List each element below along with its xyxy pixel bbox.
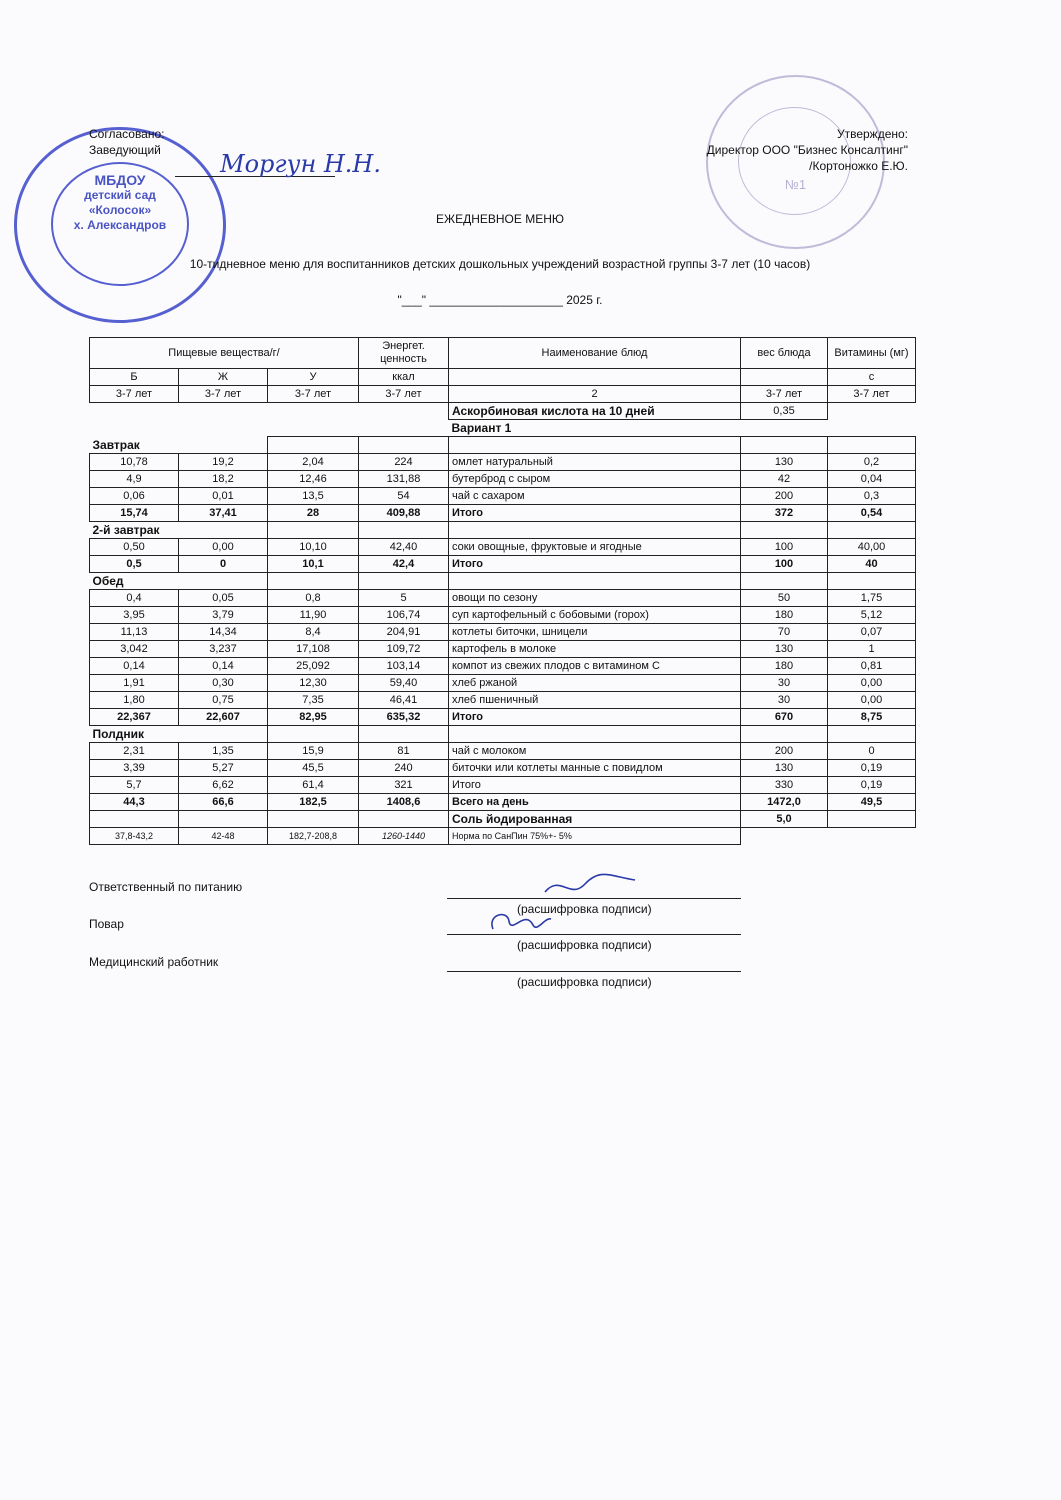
table-row [90,777,916,794]
cell-vitamin-c: 8,75 [828,709,916,726]
section-row-breakfast [90,437,916,454]
cell-fat: 37,41 [179,505,268,522]
responsible-signature [540,872,640,900]
cell-fat: 0 [179,556,268,573]
cell-dish: хлеб пшеничный [449,692,741,709]
age-zh: 3-7 лет [179,386,268,403]
cell-protein: 0,14 [90,658,179,675]
age-u: 3-7 лет [268,386,359,403]
cell-weight: 1472,0 [741,794,828,811]
breakfast2-total-row [90,556,916,573]
salt-value: 5,0 [741,811,828,828]
section-row-snack [90,726,916,743]
approved-right-title: Утверждено: [836,127,908,141]
ascorbic-label: Аскорбиновая кислота на 10 дней [449,403,741,420]
cell-dish: компот из свежих плодов с витамином С [449,658,741,675]
cell-kcal: 109,72 [359,641,449,658]
section-title-snack: Полдник [92,727,145,741]
approved-right-role: Директор ООО "Бизнес Консалтинг" [706,143,908,157]
cell-protein: 3,95 [90,607,179,624]
day-total-row [90,794,916,811]
sub-kcal: ккал [359,369,449,386]
cook-signature [485,905,555,941]
norm-protein: 37,8-43,2 [90,828,179,845]
cell-protein: 5,7 [90,777,179,794]
cell-fat: 0,75 [179,692,268,709]
left-signature: Моргун Н.Н. [220,150,381,178]
section-row-breakfast2 [90,522,916,539]
page-title: ЕЖЕДНЕВНОЕ МЕНЮ [435,212,564,226]
cell-protein: 3,042 [90,641,179,658]
sub-u: У [268,369,359,386]
cell-fat: 0,00 [179,539,268,556]
norm-label: Норма по СанПин 75%+- 5% [449,828,741,845]
stamp-line-1: МБДОУ [94,172,146,188]
cell-dish: Итого [449,709,741,726]
cell-weight: 100 [741,539,828,556]
cell-carbs: 2,04 [268,454,359,471]
ascorbic-value: 0,35 [741,403,828,420]
cell-carbs: 61,4 [268,777,359,794]
cell-kcal: 1408,6 [359,794,449,811]
cell-fat: 0,14 [179,658,268,675]
cell-carbs: 28 [268,505,359,522]
cell-dish: бутерброд с сыром [449,471,741,488]
cell-kcal: 106,74 [359,607,449,624]
column-number: 2 [449,386,741,403]
stamp-number: №1 [784,177,807,192]
decode-responsible: (расшифровка подписи) [517,902,652,916]
menu-table [89,337,916,845]
cell-protein: 0,50 [90,539,179,556]
cell-vitamin-c: 0,00 [828,692,916,709]
cell-kcal: 131,88 [359,471,449,488]
cell-fat: 0,01 [179,488,268,505]
lunch-total-row [90,709,916,726]
cell-protein: 10,78 [90,454,179,471]
cell-protein: 3,39 [90,760,179,777]
cell-fat: 1,35 [179,743,268,760]
cell-fat: 6,62 [179,777,268,794]
cell-dish: Итого [449,505,741,522]
cell-kcal: 42,40 [359,539,449,556]
cell-kcal: 5 [359,590,449,607]
norm-kcal: 1260-1440 [359,828,449,845]
cell-vitamin-c: 0,3 [828,488,916,505]
cell-fat: 0,05 [179,590,268,607]
cell-dish: хлеб ржаной [449,675,741,692]
cell-protein: 44,3 [90,794,179,811]
decode-medic: (расшифровка подписи) [517,975,652,989]
approved-right-signer: /Кортоножко Е.Ю. [809,159,908,173]
stamp-line-3: «Колосок» [88,203,152,217]
cell-fat: 18,2 [179,471,268,488]
cell-vitamin-c: 0,81 [828,658,916,675]
age-b: 3-7 лет [90,386,179,403]
cell-dish: суп картофельный с бобовыми (горох) [449,607,741,624]
cell-protein: 22,367 [90,709,179,726]
cell-kcal: 409,88 [359,505,449,522]
table-row [90,454,916,471]
table-row [90,607,916,624]
cell-vitamin-c: 0,19 [828,777,916,794]
cell-dish: Всего на день [449,794,741,811]
cell-fat: 14,34 [179,624,268,641]
cell-kcal: 46,41 [359,692,449,709]
cell-dish: чай с сахаром [449,488,741,505]
cell-protein: 4,9 [90,471,179,488]
cell-vitamin-c: 0 [828,743,916,760]
table-row [90,760,916,777]
cell-kcal: 204,91 [359,624,449,641]
cell-kcal: 240 [359,760,449,777]
table-row [90,743,916,760]
cell-weight: 42 [741,471,828,488]
cell-vitamin-c: 5,12 [828,607,916,624]
age-weight: 3-7 лет [741,386,828,403]
cell-vitamin-c: 0,07 [828,624,916,641]
cell-carbs: 45,5 [268,760,359,777]
cell-carbs: 25,092 [268,658,359,675]
section-row-lunch [90,573,916,590]
cell-protein: 1,91 [90,675,179,692]
norm-carbs: 182,7-208,8 [268,828,359,845]
table-row [90,471,916,488]
cell-protein: 1,80 [90,692,179,709]
cell-vitamin-c: 40,00 [828,539,916,556]
cell-carbs: 10,1 [268,556,359,573]
header-dish-name: Наименование блюд [449,338,741,369]
cell-kcal: 321 [359,777,449,794]
cell-weight: 100 [741,556,828,573]
cell-vitamin-c: 40 [828,556,916,573]
breakfast-total-row [90,505,916,522]
cell-carbs: 12,30 [268,675,359,692]
cell-dish: чай с молоком [449,743,741,760]
cell-kcal: 54 [359,488,449,505]
cell-carbs: 10,10 [268,539,359,556]
medic-line [447,971,741,972]
responsible-label: Ответственный по питанию [89,880,243,894]
table-row [90,658,916,675]
cell-weight: 200 [741,488,828,505]
cell-fat: 19,2 [179,454,268,471]
cell-carbs: 182,5 [268,794,359,811]
cell-dish: Итого [449,556,741,573]
cell-vitamin-c: 0,19 [828,760,916,777]
cell-protein: 0,5 [90,556,179,573]
page-subtitle: 10-тидневное меню для воспитанников детских дошкольных учреждений возрастной группы 3-7 лет (10 часов) [189,257,811,271]
cell-carbs: 13,5 [268,488,359,505]
cell-fat: 66,6 [179,794,268,811]
cell-carbs: 8,4 [268,624,359,641]
cell-protein: 2,31 [90,743,179,760]
age-vitamins: 3-7 лет [828,386,916,403]
section-title-breakfast2: 2-й завтрак [92,523,160,537]
cell-protein: 0,06 [90,488,179,505]
cell-weight: 670 [741,709,828,726]
cell-carbs: 15,9 [268,743,359,760]
cell-weight: 130 [741,760,828,777]
sub-c: с [828,369,916,386]
cell-protein: 15,74 [90,505,179,522]
header-nutrients: Пищевые вещества/г/ [90,338,359,369]
cell-carbs: 82,95 [268,709,359,726]
table-row [90,590,916,607]
cell-vitamin-c: 0,00 [828,675,916,692]
table-row [90,539,916,556]
cell-fat: 3,237 [179,641,268,658]
norm-fat: 42-48 [179,828,268,845]
header-vitamins: Витамины (мг) [828,338,916,369]
cell-weight: 30 [741,675,828,692]
norm-row [90,828,916,845]
cell-dish: овощи по сезону [449,590,741,607]
cell-kcal: 42,4 [359,556,449,573]
cell-fat: 3,79 [179,607,268,624]
table-row [90,692,916,709]
stamp-line-2: детский сад [84,188,156,202]
cell-carbs: 0,8 [268,590,359,607]
table-row [90,488,916,505]
cell-kcal: 103,14 [359,658,449,675]
cell-weight: 330 [741,777,828,794]
table-row [90,675,916,692]
cell-carbs: 17,108 [268,641,359,658]
cell-carbs: 11,90 [268,607,359,624]
cell-carbs: 12,46 [268,471,359,488]
section-title-lunch: Обед [92,574,124,588]
cell-dish: соки овощные, фруктовые и ягодные [449,539,741,556]
cell-weight: 200 [741,743,828,760]
cell-dish: Итого [449,777,741,794]
cell-vitamin-c: 0,2 [828,454,916,471]
table-row [90,641,916,658]
cell-weight: 130 [741,454,828,471]
cell-kcal: 635,32 [359,709,449,726]
cell-fat: 5,27 [179,760,268,777]
cell-vitamin-c: 1 [828,641,916,658]
medic-label: Медицинский работник [89,955,219,969]
cell-dish: биточки или котлеты манные с повидлом [449,760,741,777]
cell-protein: 11,13 [90,624,179,641]
cell-fat: 0,30 [179,675,268,692]
cell-dish: котлеты биточки, шницели [449,624,741,641]
salt-label: Соль йодированная [449,811,741,828]
cell-weight: 180 [741,658,828,675]
cell-weight: 30 [741,692,828,709]
cell-carbs: 7,35 [268,692,359,709]
cell-protein: 0,4 [90,590,179,607]
cell-kcal: 224 [359,454,449,471]
approved-left-title: Согласовано: [89,127,165,141]
variant-label: Вариант 1 [451,421,512,435]
age-kcal: 3-7 лет [359,386,449,403]
cell-vitamin-c: 0,04 [828,471,916,488]
header-weight: вес блюда [741,338,828,369]
cell-weight: 50 [741,590,828,607]
date-line: "___" ____________________ 2025 г. [397,293,603,307]
cook-label: Повар [89,917,124,931]
table-row [90,624,916,641]
cell-weight: 70 [741,624,828,641]
cell-weight: 180 [741,607,828,624]
cell-vitamin-c: 1,75 [828,590,916,607]
cell-vitamin-c: 49,5 [828,794,916,811]
cell-kcal: 59,40 [359,675,449,692]
stamp-line-4: х. Александров [73,218,167,232]
cell-vitamin-c: 0,54 [828,505,916,522]
header-energy: Энергет. ценность [359,338,449,369]
cell-dish: картофель в молоке [449,641,741,658]
salt-row [90,811,916,828]
cell-dish: омлет натуральный [449,454,741,471]
cell-kcal: 81 [359,743,449,760]
cell-weight: 130 [741,641,828,658]
decode-cook: (расшифровка подписи) [517,938,652,952]
sub-zh: Ж [179,369,268,386]
approved-left-role: Заведующий [89,143,161,157]
cell-fat: 22,607 [179,709,268,726]
sub-b: Б [90,369,179,386]
section-title-breakfast: Завтрак [92,437,140,452]
cell-weight: 372 [741,505,828,522]
